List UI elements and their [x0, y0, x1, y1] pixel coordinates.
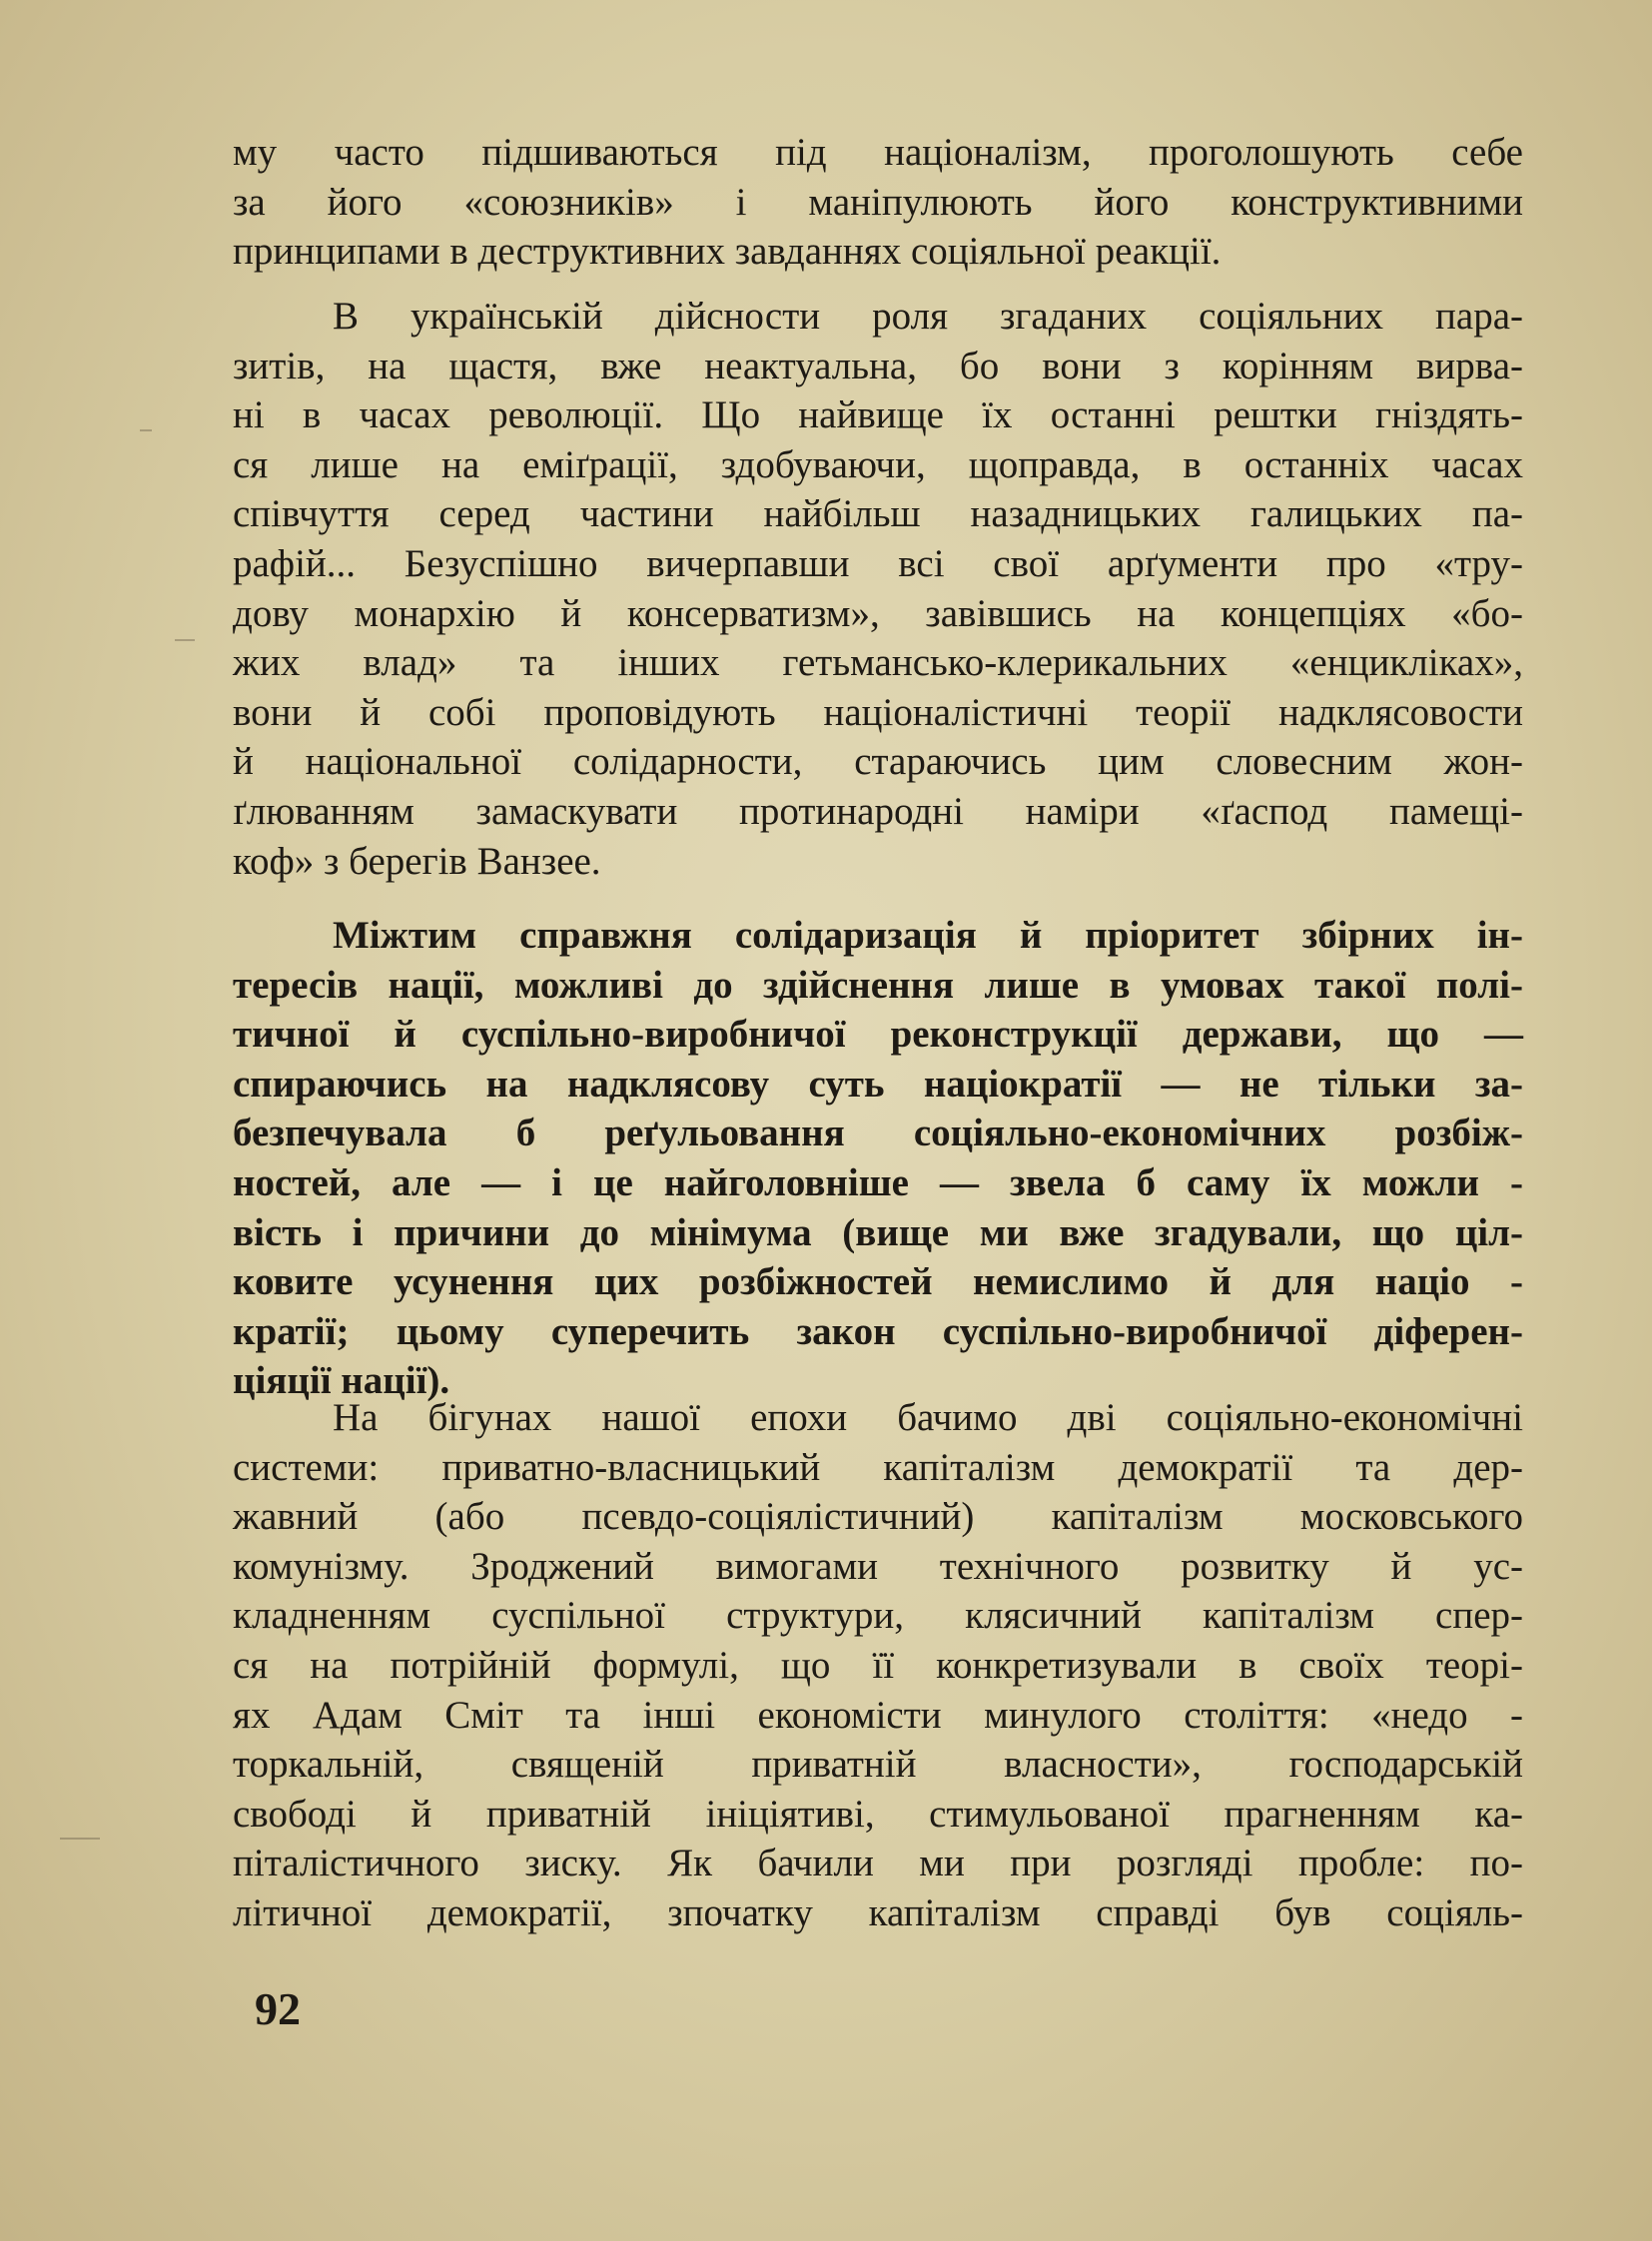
page-number: 92 — [255, 1983, 301, 2034]
text-line: ні в часах революції. Що найвище їх останні рештки гніздять- — [233, 393, 1523, 437]
text-line: за його «союзників» і маніпулюють його конструктивними — [233, 180, 1523, 224]
text-line: ковите усунення цих розбіжностей немислимо й для націо - — [233, 1260, 1523, 1304]
text-line: жих влад» та інших гетьмансько-клерикальних «енцикліках», — [233, 641, 1523, 685]
text-line: кладненням суспільної структури, клясичний капіталізм спер- — [233, 1594, 1523, 1638]
paragraph-3 — [233, 911, 1523, 1406]
text-line: принципами в деструктивних завданнях соціяльної реакції. — [233, 230, 1222, 274]
text-line: ся на потрійній формулі, що її конкретизували в своїх теорі- — [233, 1643, 1523, 1687]
text-line: му часто підшиваються під націоналізм, проголошують себе — [233, 131, 1523, 174]
text-line: В українській дійсности роля згаданих соціяльних пара- — [333, 295, 1523, 338]
text-line: тересів нації, можливі до здійснення лише в умовах такої полі- — [233, 963, 1523, 1007]
text-line: й національної солідарности, стараючись цим словесним жон- — [233, 740, 1523, 784]
text-line: рафій... Безуспішно вичерпавши всі свої арґументи про «тру- — [233, 541, 1523, 585]
text-line: системи: приватно-власницький капіталізм демократії та дер- — [233, 1445, 1523, 1489]
margin-mark — [60, 1838, 100, 1840]
text-line: зитів, на щастя, вже неактуальна, бо вони з корінням вирва- — [233, 344, 1523, 387]
text-line: безпечувала б реґульовання соціяльно-економічних розбіж- — [233, 1112, 1523, 1155]
margin-mark — [175, 639, 195, 641]
text-line: вість і причини до мінімума (вище ми вже згадували, що ціл- — [233, 1210, 1523, 1254]
text-line: вони й собі проповідують націоналістичні теорії надклясовости — [233, 690, 1523, 734]
text-line: коф» з берегів Ванзее. — [233, 839, 601, 883]
text-line: тичної й суспільно-виробничої реконструкції держави, що — — [233, 1013, 1523, 1057]
text-line: Міжтим справжня солідаризація й пріоритет збірних ін- — [333, 914, 1523, 957]
text-line: ях Адам Сміт та інші економісти минулого століття: «недо - — [233, 1693, 1523, 1737]
text-line: піталістичного зиску. Як бачили ми при розгляді пробле: по- — [233, 1842, 1523, 1885]
text-line: На бігунах нашої епохи бачимо дві соціяльно-економічні — [333, 1396, 1523, 1439]
text-line: жавний (або псевдо-соціялістичний) капіталізм московського — [233, 1495, 1523, 1539]
paragraph-2 — [233, 292, 1523, 886]
text-line: літичної демократії, зпочатку капіталізм справді був соціяль- — [233, 1890, 1523, 1934]
text-line: кратії; цьому суперечить закон суспільно-виробничої діферен- — [233, 1309, 1523, 1353]
text-line: ся лише на еміґрації, здобуваючи, щоправда, в останніх часах — [233, 442, 1523, 486]
text-line: ґлюванням замаскувати протинародні наміри «ґаспод памещі- — [233, 789, 1523, 833]
margin-mark — [140, 429, 152, 431]
text-line: свободі й приватній ініціятиві, стимульованої прагненням ка- — [233, 1792, 1523, 1836]
text-line: ціяції нації). — [233, 1359, 450, 1403]
paragraph-1 — [233, 128, 1523, 277]
text-line: комунізму. Зроджений вимогами технічного розвитку й ус- — [233, 1544, 1523, 1588]
text-line: спираючись на надклясову суть націократії — не тільки за- — [233, 1062, 1523, 1106]
text-line: дову монархію й консерватизм», завівшись на концепціях «бо- — [233, 591, 1523, 635]
text-line: ностей, але — і це найголовніше — звела б саму їх можли - — [233, 1160, 1523, 1204]
text-line: співчуття серед частини найбільш назадницьких галицьких па- — [233, 492, 1523, 536]
text-line: торкальній, священій приватній власности», господарській — [233, 1743, 1523, 1787]
paragraph-4 — [233, 1393, 1523, 1938]
